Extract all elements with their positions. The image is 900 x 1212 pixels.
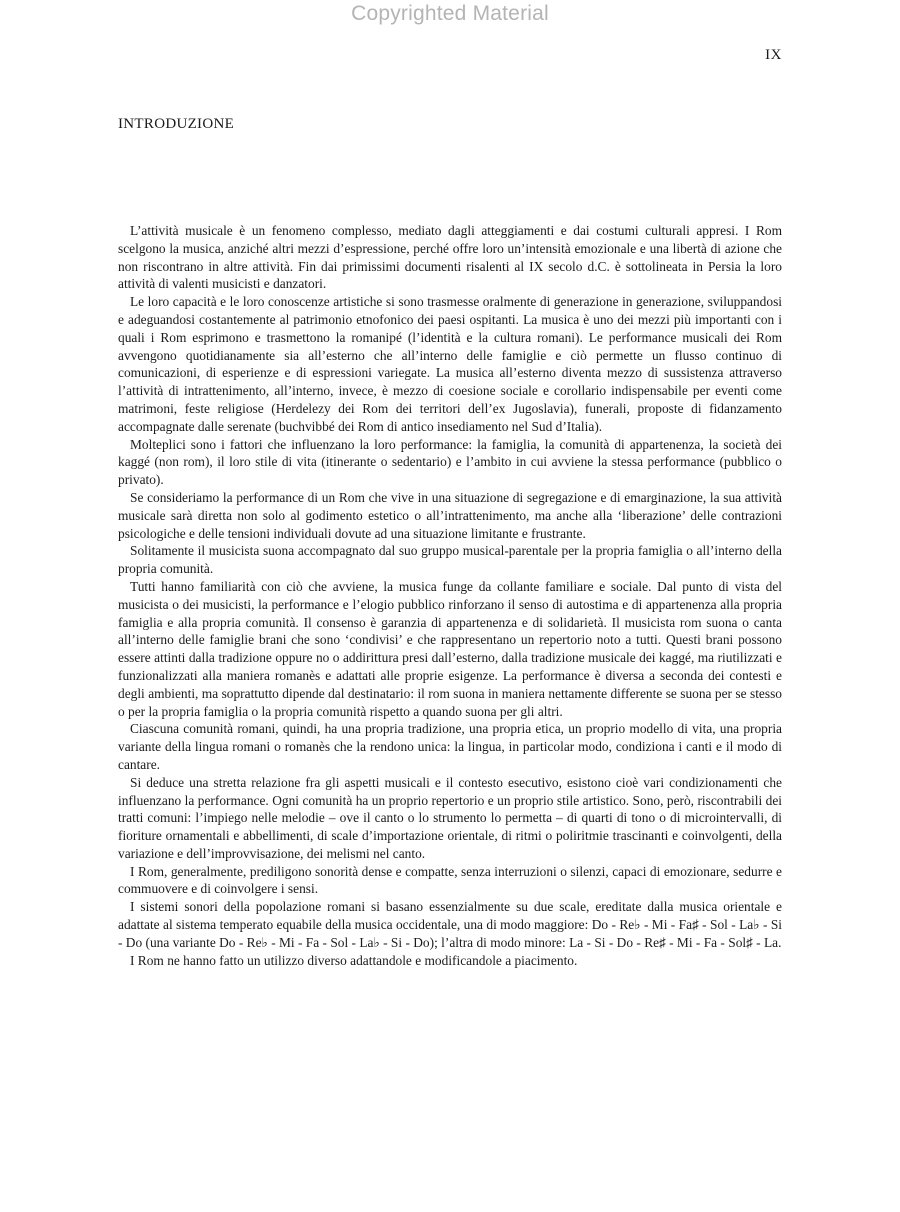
- paragraph: Le loro capacità e le loro conoscenze artistiche si sono trasmesse oralmente di generazione in generazione, sviluppandosi e adeguandosi costantemente al patrimonio etnofonico dei paesi ospitanti. La musica è uno dei mezzi più importanti con i quali i Rom esprimono e trasmettono la romanipé (l’identità e la cultura romani). Le performance musicali dei Rom avvengono quotidianamente sia all’esterno che all’interno delle famiglie e ciò permette un flusso continuo di comunicazioni, di esperienze e di espressioni variegate. La musica all’esterno diventa mezzo di sussistenza attraverso l’attività di intrattenimento, all’interno, invece, è mezzo di coesione sociale e corollario indispensabile per eventi come matrimoni, feste religiose (Herdelezy dei Rom dei territori dell’ex Jugoslavia), funerali, proposte di fidanzamento accompagnate dalle serenate (buchvibbé dei Rom di antico insediamento nel Sud d’Italia).: [118, 294, 782, 434]
- page-number: IX: [765, 47, 782, 63]
- copyright-watermark: Copyrighted Material: [351, 2, 549, 25]
- paragraph: Tutti hanno familiarità con ciò che avviene, la musica funge da collante familiare e sociale. Dal punto di vista del musicista o dei musicisti, la performance e l’elogio pubblico rinforzano il senso di autostima e di appartenenza alla propria famiglia e alla propria comunità. Il consenso è garanzia di appartenenza e di solidarietà. Il musicista rom suona o canta all’interno delle famiglie brani che sono ‘condivisi’ e che rappresentano un repertorio noto a tutti. Questi brani possono essere attinti dalla tradizione oppure no o addirittura presi dall’esterno, dalla tradizione musicale dei kaggé, ma riutilizzati e funzionalizzati alla maniera romanès e adattati alle proprie esigenze. La performance è diversa a seconda dei contesti e degli ambienti, ma soprattutto dipende dal destinatario: il rom suona in maniera nettamente differente se suona per se stesso o per la propria famiglia o la propria comunità rispetto a quando suona per gli altri.: [118, 578, 782, 719]
- paragraph: Si deduce una stretta relazione fra gli aspetti musicali e il contesto esecutivo, esistono cioè vari condizionamenti che influenzano la performance. Ogni comunità ha un proprio repertorio e un proprio stile artistico. Sono, però, riscontrabili dei tratti comuni: l’impiego nelle melodie – ove il canto o lo strumento lo permetta – di quarti di tono o di microintervalli, di fioriture ornamentali e abbellimenti, di scale d’importazione orientale, di ritmi o poliritmie trascinanti e coinvolgenti, della variazione e dell’improvvisazione, dei melismi nel canto.: [118, 774, 782, 861]
- paragraph: Solitamente il musicista suona accompagnato dal suo gruppo musical-parentale per la propria famiglia o all’interno della propria comunità.: [118, 543, 782, 577]
- paragraph: Molteplici sono i fattori che influenzano la loro performance: la famiglia, la comunità di appartenenza, la società dei kaggé (non rom), il loro stile di vita (itinerante o sedentario) e l’ambito in cui avviene la stessa performance (pubblico o privato).: [118, 436, 782, 488]
- body-text: [118, 222, 782, 969]
- paragraph: L’attività musicale è un fenomeno complesso, mediato dagli atteggiamenti e dai costumi culturali appresi. I Rom scelgono la musica, anziché altri mezzi d’espressione, perché offre loro un’intensità emozionale e una libertà di azione che non riscontrano in altre attività. Fin dai primissimi documenti risalenti al IX secolo d.C. è sottolineata in Persia la loro attività di valenti musicisti e danzatori.: [118, 223, 782, 292]
- paragraph: I sistemi sonori della popolazione romani si basano essenzialmente su due scale, ereditate dalla musica orientale e adattate al sistema temperato equabile della musica occidentale, una di modo maggiore: Do - Re♭ - Mi - Fa♯ - Sol - La♭ - Si - Do (una variante Do - Re♭ - Mi - Fa - Sol - La♭ - Si - Do); l’altra di modo minore: La - Si - Do - Re♯ - Mi - Fa - Sol♯ - La.: [118, 899, 782, 950]
- paragraph: I Rom ne hanno fatto un utilizzo diverso adattandole e modificandole a piacimento.: [130, 952, 578, 968]
- paragraph: Se consideriamo la performance di un Rom che vive in una situazione di segregazione e di emarginazione, la sua attività musicale sarà diretta non solo al godimento estetico o all’intrattenimento, ma anche alla ‘liberazione’ delle contrazioni psicologiche e delle tensioni individuali dovute ad una situazione limitante e frustrante.: [118, 489, 782, 541]
- paragraph: Ciascuna comunità romani, quindi, ha una propria tradizione, una propria etica, un proprio modello di vita, una propria variante della lingua romani o romanès che la rendono unica: la lingua, in particolar modo, condiziona i canti e il modo di cantare.: [118, 721, 782, 772]
- chapter-title: INTRODUZIONE: [118, 116, 235, 132]
- paragraph: I Rom, generalmente, prediligono sonorità dense e compatte, senza interruzioni o silenzi, capaci di emozionare, sedurre e commuovere e di coinvolgere i sensi.: [118, 863, 782, 897]
